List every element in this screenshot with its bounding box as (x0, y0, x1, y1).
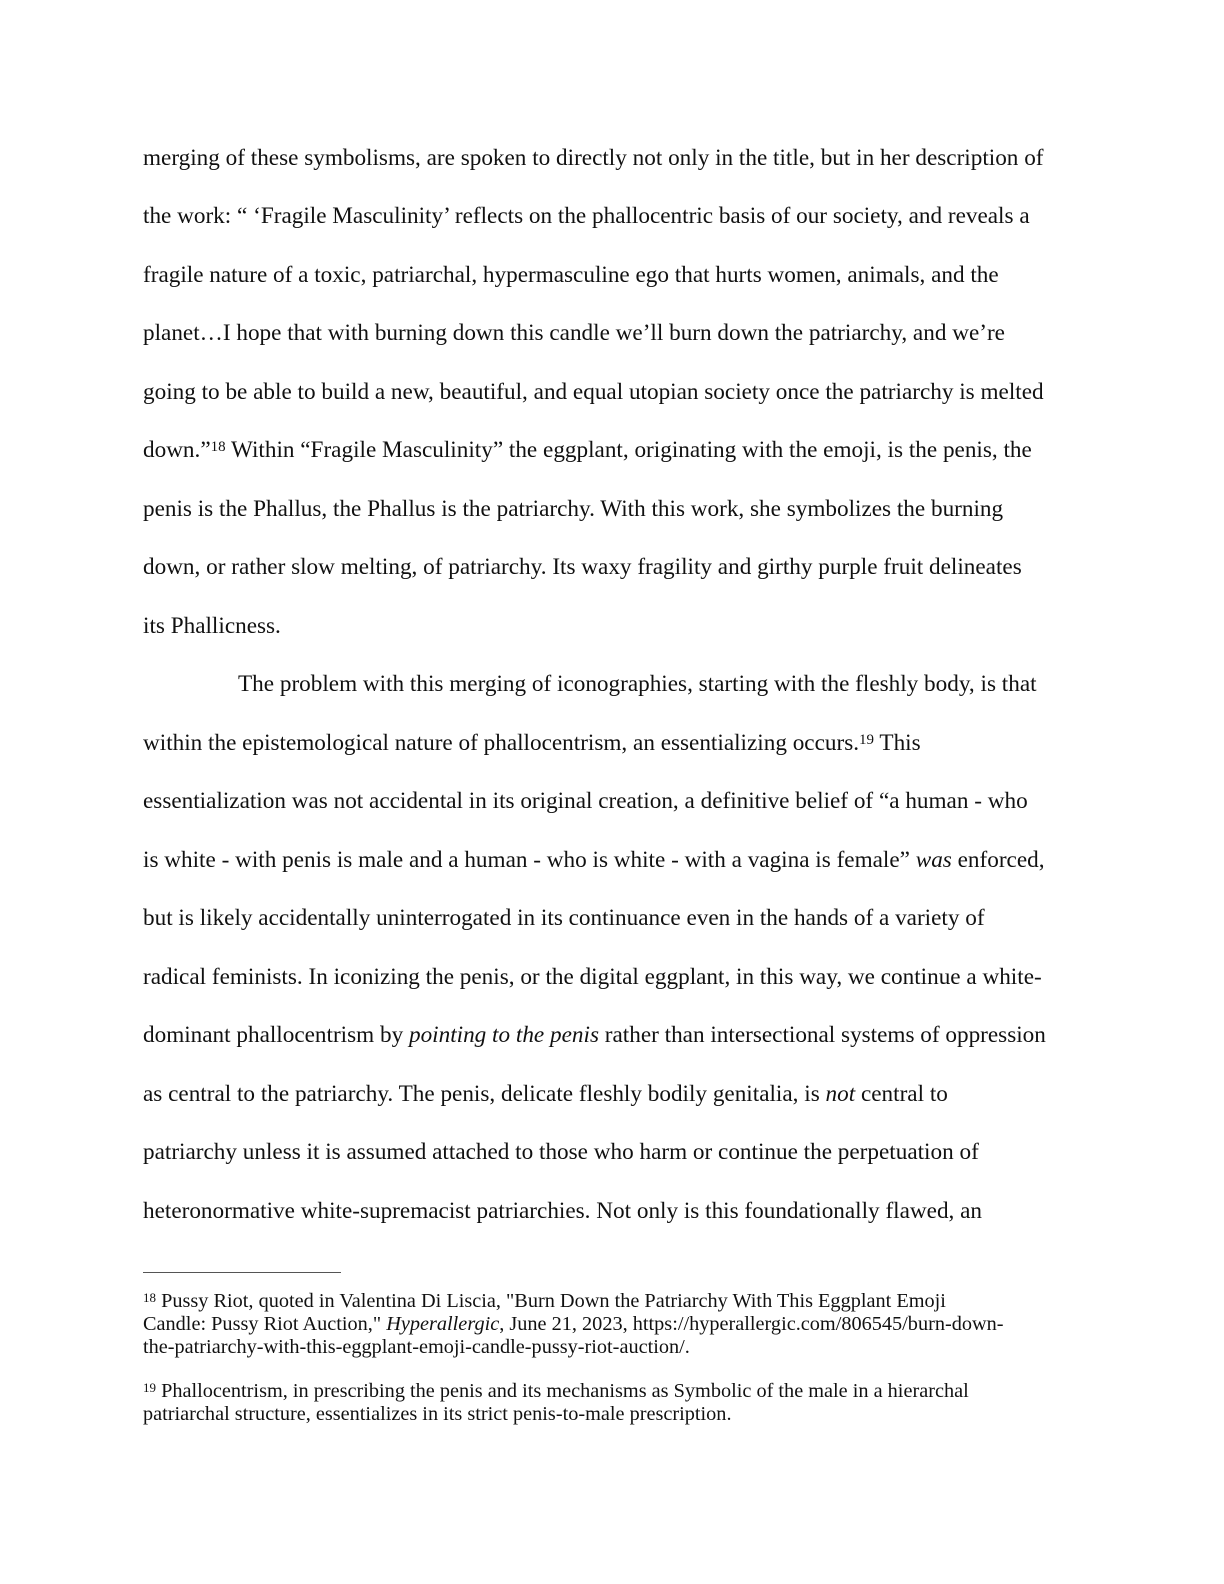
body-line: going to be able to build a new, beautiful, and equal utopian society once the patriarchy is melted (143, 379, 1044, 405)
body-line: penis is the Phallus, the Phallus is the patriarchy. With this work, she symbolizes the burning (143, 496, 1004, 522)
body-line: radical feminists. In iconizing the penis, or the digital eggplant, in this way, we continue a white- (143, 964, 1042, 990)
emphasis: pointing to the penis (408, 1022, 599, 1048)
emphasis: was (915, 847, 952, 873)
body-line: patriarchy unless it is assumed attached to those who harm or continue the perpetuation of (143, 1139, 979, 1165)
body-line: down, or rather slow melting, of patriarchy. Its waxy fragility and girthy purple fruit delineates (143, 554, 1022, 580)
body-line: essentialization was not accidental in its original creation, a definitive belief of “a human - who (143, 788, 1028, 814)
citation-url[interactable]: , June 21, 2023, https://hyperallergic.com/806545/burn-down- (499, 1313, 1004, 1335)
body-line: planet…I hope that with burning down this candle we’ll burn down the patriarchy, and we’re (143, 320, 1005, 346)
body-line: as central to the patriarchy. The penis, delicate fleshly bodily genitalia, is not central to (143, 1081, 948, 1107)
body-line: but is likely accidentally uninterrogated in its continuance even in the hands of a variety of (143, 905, 985, 931)
footnote-line: Candle: Pussy Riot Auction," Hyperallergic, June 21, 2023, https://hyperallergic.com/806545/burn-down- (143, 1313, 1004, 1335)
footnote-number: 18 (143, 1290, 156, 1305)
body-line: down.”$^{18}$ Within “Fragile Masculinity” the eggplant, originating with the emoji, is the penis, the (143, 437, 1032, 463)
publication-title: Hyperallergic (386, 1313, 500, 1335)
paragraph-first-line: The problem with this merging of iconographies, starting with the fleshly body, is that (238, 671, 1037, 697)
footnote-line: patriarchal structure, essentializes in its strict penis-to-male prescription. (143, 1403, 732, 1425)
body-line: merging of these symbolisms, are spoken to directly not only in the title, but in her description of (143, 145, 1044, 171)
footnote-line[interactable]: the-patriarchy-with-this-eggplant-emoji-candle-pussy-riot-auction/. (143, 1336, 690, 1358)
footnote-line: $^{19}$ Phallocentrism, in prescribing the penis and its mechanisms as Symbolic of the male in a hierarchal (143, 1380, 969, 1402)
body-line: dominant phallocentrism by pointing to the penis rather than intersectional systems of oppression (143, 1022, 1046, 1048)
body-line: within the epistemological nature of phallocentrism, an essentializing occurs.$^{19}$ This (143, 730, 921, 756)
footnote-line: $^{18}$ Pussy Riot, quoted in Valentina Di Liscia, "Burn Down the Patriarchy With This Eggplant Emoji (143, 1290, 946, 1312)
footnote-number: 19 (143, 1380, 156, 1395)
body-line: its Phallicness. (143, 613, 281, 639)
footnote-ref-19[interactable]: 19 (859, 732, 875, 748)
footnote-separator (143, 1272, 341, 1273)
footnote-ref-18[interactable]: 18 (210, 439, 226, 455)
body-line: the work: “ ‘Fragile Masculinity’ reflects on the phallocentric basis of our society, and reveals a (143, 203, 1030, 229)
emphasis: not (825, 1081, 856, 1107)
body-line: is white - with penis is male and a human - who is white - with a vagina is female” was enforced, (143, 847, 1045, 873)
body-line: fragile nature of a toxic, patriarchal, hypermasculine ego that hurts women, animals, and the (143, 262, 999, 288)
body-line: heteronormative white-supremacist patriarchies. Not only is this foundationally flawed, an (143, 1198, 983, 1224)
